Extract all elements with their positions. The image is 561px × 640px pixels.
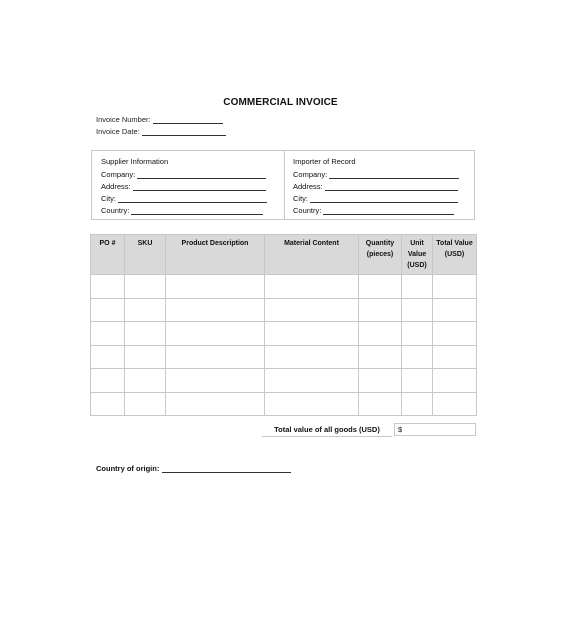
table-cell[interactable] (265, 298, 359, 322)
line-items-table (90, 234, 477, 416)
table-header-row (91, 235, 477, 275)
supplier-country-label: Country: (101, 206, 130, 215)
supplier-city-row (101, 194, 267, 203)
table-cell[interactable] (125, 275, 166, 299)
supplier-city-field[interactable] (118, 195, 267, 203)
table-cell[interactable] (265, 369, 359, 393)
total-value-label: Total value of all goods (USD) (262, 423, 392, 437)
table-cell[interactable] (91, 345, 125, 369)
invoice-date-label: Invoice Date: (96, 127, 140, 136)
header-total-value: Total Value (USD) (433, 235, 477, 275)
table-cell[interactable] (166, 369, 265, 393)
table-cell[interactable] (402, 392, 433, 416)
table-cell[interactable] (402, 298, 433, 322)
importer-address-field[interactable] (325, 183, 458, 191)
table-cell[interactable] (125, 392, 166, 416)
table-cell[interactable] (359, 275, 402, 299)
importer-country-field[interactable] (323, 207, 454, 215)
table-cell[interactable] (359, 392, 402, 416)
table-cell[interactable] (433, 322, 477, 346)
table-cell[interactable] (402, 369, 433, 393)
invoice-number-label: Invoice Number: (96, 115, 151, 124)
table-cell[interactable] (166, 392, 265, 416)
header-material-content: Material Content (265, 235, 359, 275)
table-cell[interactable] (433, 392, 477, 416)
table-cell[interactable] (359, 369, 402, 393)
importer-city-label: City: (293, 194, 308, 203)
supplier-section (92, 151, 285, 219)
invoice-number-row (96, 115, 223, 124)
table-cell[interactable] (91, 369, 125, 393)
supplier-address-row (101, 182, 266, 191)
supplier-company-row (101, 170, 266, 179)
importer-country-label: Country: (293, 206, 322, 215)
table-cell[interactable] (91, 275, 125, 299)
table-cell[interactable] (125, 369, 166, 393)
header-product-description: Product Description (166, 235, 265, 275)
table-row (91, 392, 477, 416)
importer-section (284, 151, 474, 219)
header-sku: SKU (125, 235, 166, 275)
importer-address-row (293, 182, 458, 191)
invoice-number-field[interactable] (153, 116, 223, 124)
table-cell[interactable] (433, 345, 477, 369)
table-cell[interactable] (359, 345, 402, 369)
table-cell[interactable] (265, 275, 359, 299)
header-quantity: Quantity (pieces) (359, 235, 402, 275)
table-cell[interactable] (433, 369, 477, 393)
table-cell[interactable] (359, 298, 402, 322)
country-of-origin-row (96, 464, 291, 473)
supplier-country-field[interactable] (131, 207, 263, 215)
table-cell[interactable] (91, 392, 125, 416)
supplier-company-field[interactable] (137, 171, 266, 179)
table-cell[interactable] (125, 298, 166, 322)
importer-company-row (293, 170, 459, 179)
table-cell[interactable] (265, 345, 359, 369)
importer-header: Importer of Record (293, 157, 356, 166)
country-of-origin-label: Country of origin: (96, 464, 160, 473)
table-cell[interactable] (265, 392, 359, 416)
table-cell[interactable] (91, 322, 125, 346)
table-cell[interactable] (433, 275, 477, 299)
importer-company-label: Company: (293, 170, 328, 179)
table-cell[interactable] (166, 345, 265, 369)
table-cell[interactable] (402, 275, 433, 299)
supplier-city-label: City: (101, 194, 116, 203)
table-row (91, 345, 477, 369)
table-cell[interactable] (402, 322, 433, 346)
supplier-address-field[interactable] (133, 183, 266, 191)
table-cell[interactable] (359, 322, 402, 346)
header-unit-value: Unit Value (USD) (402, 235, 433, 275)
importer-company-field[interactable] (329, 171, 459, 179)
table-row (91, 298, 477, 322)
invoice-date-field[interactable] (142, 128, 226, 136)
table-row (91, 275, 477, 299)
table-cell[interactable] (433, 298, 477, 322)
table-row (91, 322, 477, 346)
supplier-header: Supplier Information (101, 157, 169, 166)
invoice-date-row (96, 127, 226, 136)
country-of-origin-field[interactable] (162, 465, 291, 473)
supplier-company-label: Company: (101, 170, 136, 179)
table-cell[interactable] (166, 298, 265, 322)
table-cell[interactable] (402, 345, 433, 369)
table-cell[interactable] (125, 322, 166, 346)
header-po: PO # (91, 235, 125, 275)
party-information-box (91, 150, 475, 220)
currency-symbol: $ (398, 425, 403, 434)
importer-city-row (293, 194, 458, 203)
table-cell[interactable] (166, 275, 265, 299)
importer-address-label: Address: (293, 182, 323, 191)
supplier-address-label: Address: (101, 182, 131, 191)
importer-city-field[interactable] (310, 195, 458, 203)
document-title: COMMERCIAL INVOICE (223, 97, 338, 108)
table-cell[interactable] (91, 298, 125, 322)
table-cell[interactable] (125, 345, 166, 369)
table-cell[interactable] (166, 322, 265, 346)
table-row (91, 369, 477, 393)
total-value-field[interactable] (394, 423, 476, 436)
supplier-country-row (101, 206, 263, 215)
table-cell[interactable] (265, 322, 359, 346)
importer-country-row (293, 206, 454, 215)
